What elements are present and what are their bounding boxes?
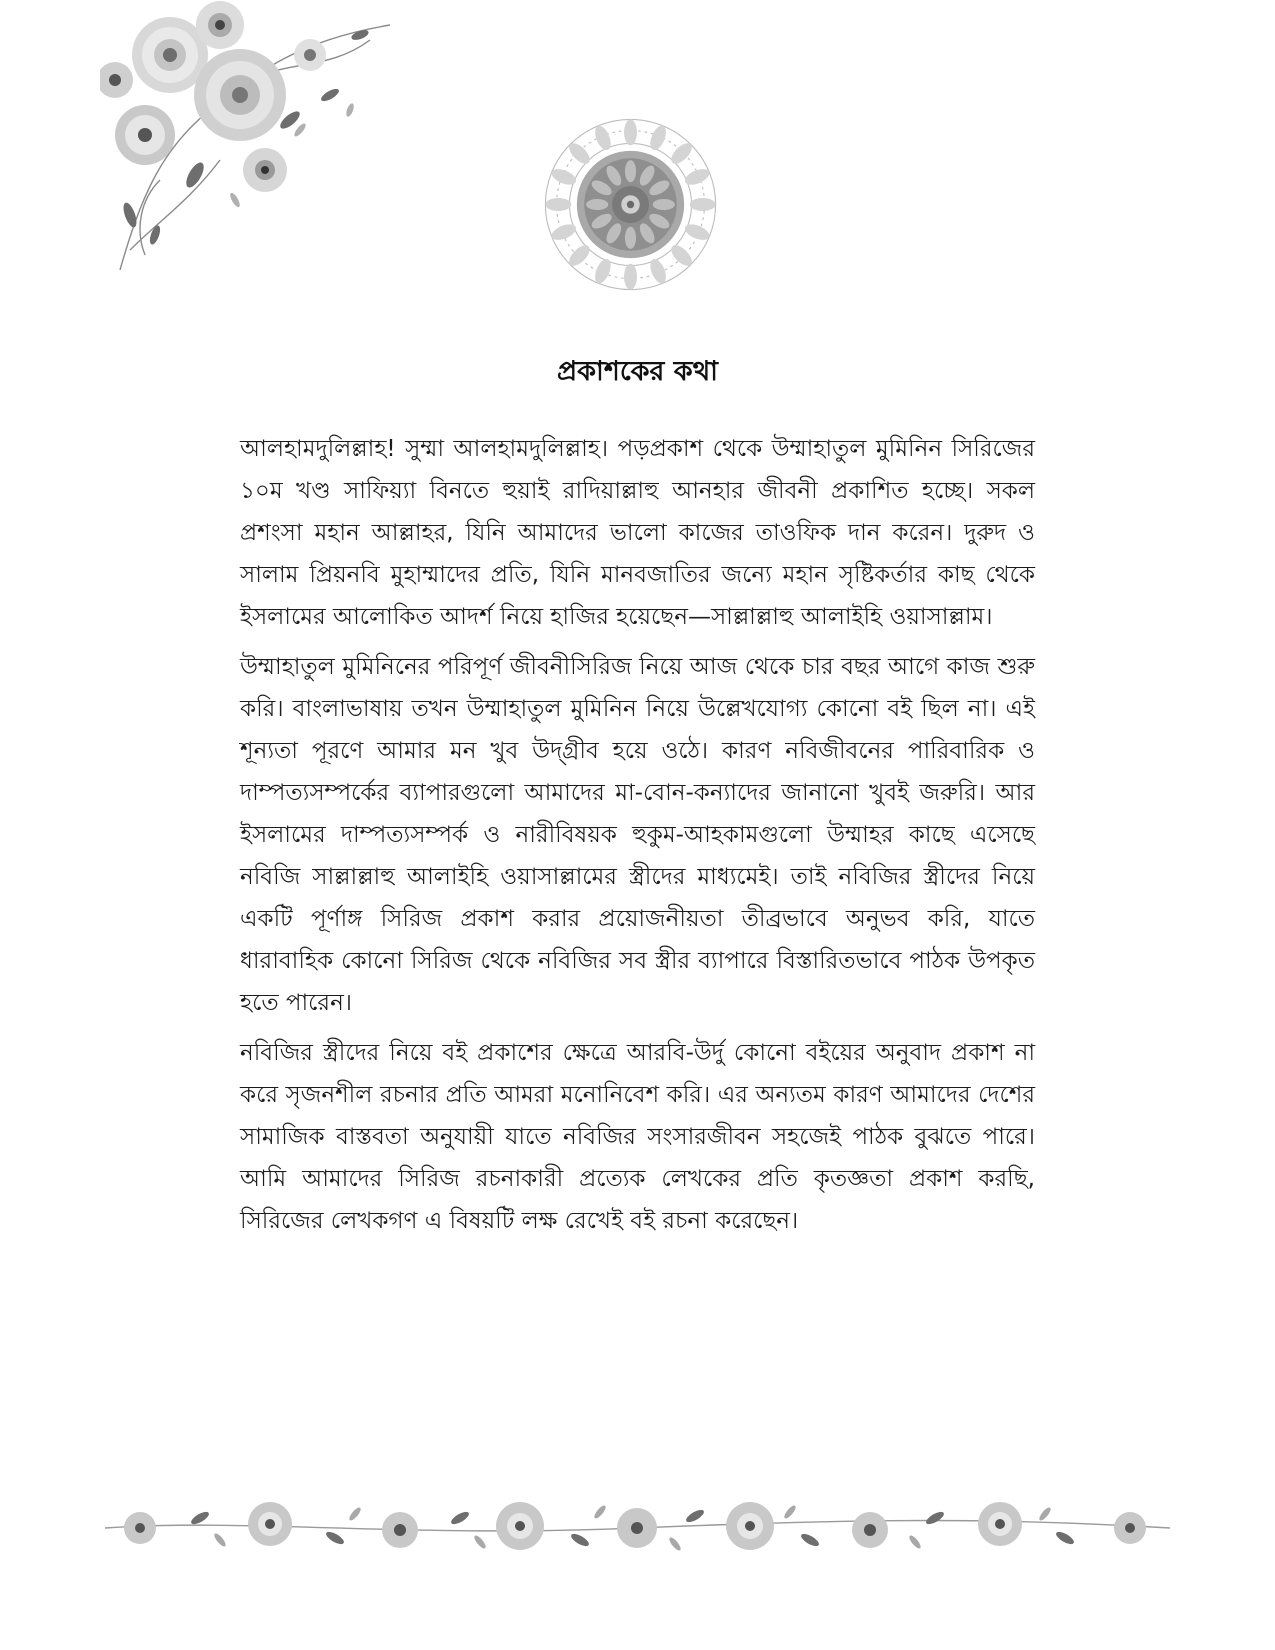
page-title: প্রকাশকের কথা [556, 356, 719, 387]
paragraph-2: উম্মাহাতুল মুমিনিনের পরিপূর্ণ জীবনীসিরিজ নিয়ে আজ থেকে চার বছর আগে কাজ শুরু করি। বাংলাভাষায় তখন উম্মাহাতুল মুমিনিন নিয়ে উল্লেখযোগ্য কোনো বই ছিল না। এই শূন্যতা পূরণে আমার মন খুব উদ্‌গ্রীব হয়ে ওঠে। কারণ নবিজীবনের পারিবারিক ও দাম্পত্যসম্পর্কের ব্যাপারগুলো আমাদের মা-বোন-কন্যাদের জানানো খুবই জরুরি। আর ইসলামের দাম্পত্যসম্পর্ক ও নারীবিষয়ক হুকুম-আহকামগুলো উম্মাহর কাছে এসেছে নবিজি সাল্লাল্লাহু আলাইহি ওয়াসাল্লামের স্ত্রীদের মাধ্যমেই। তাই নবিজির স্ত্রীদের নিয়ে একটি পূর্ণাঙ্গ সিরিজ প্রকাশ করার প্রয়োজনীয়তা তীব্রভাবে অনুভব করি, যাতে ধারাবাহিক কোনো সিরিজ থেকে নবিজির সব স্ত্রীর ব্যাপারে বিস্তারিতভাবে পাঠক উপকৃত হতে পারেন। [240, 654, 1035, 1016]
floral-corner-icon [100, 0, 400, 290]
mandala-icon [538, 112, 723, 297]
paragraph-3: নবিজির স্ত্রীদের নিয়ে বই প্রকাশের ক্ষেত্রে আরবি-উর্দু কোনো বইয়ের অনুবাদ প্রকাশ না করে সৃজনশীল রচনার প্রতি আমরা মনোনিবেশ করি। এর অন্যতম কারণ আমাদের দেশের সামাজিক বাস্তবতা অনুযায়ী যাতে নবিজির সংসারজীবন সহজেই পাঠক বুঝতে পারে। আমি আমাদের সিরিজ রচনাকারী প্রত্যেক লেখকের প্রতি কৃতজ্ঞতা প্রকাশ করছি, সিরিজের লেখকগণ এ বিষয়টি লক্ষ রেখেই বই রচনা করেছেন। [240, 1040, 1035, 1234]
body-text [240, 428, 1035, 1250]
floral-border-icon [100, 1488, 1175, 1568]
paragraph-1: আলহামদুলিল্লাহ! সুম্মা আলহামদুলিল্লাহ। পড়প্রকাশ থেকে উম্মাহাতুল মুমিনিন সিরিজের ১০ম খণ্ড সাফিয়্যা বিনতে হুয়াই রাদিয়াল্লাহু আনহার জীবনী প্রকাশিত হচ্ছে। সকল প্রশংসা মহান আল্লাহর, যিনি আমাদের ভালো কাজের তাওফিক দান করেন। দুরুদ ও সালাম প্রিয়নবি মুহাম্মাদের প্রতি, যিনি মানবজাতির জন্যে মহান সৃষ্টিকর্তার কাছ থেকে ইসলামের আলোকিত আদর্শ নিয়ে হাজির হয়েছেন—সাল্লাল্লাহু আলাইহি ওয়াসাল্লাম। [240, 436, 1035, 630]
